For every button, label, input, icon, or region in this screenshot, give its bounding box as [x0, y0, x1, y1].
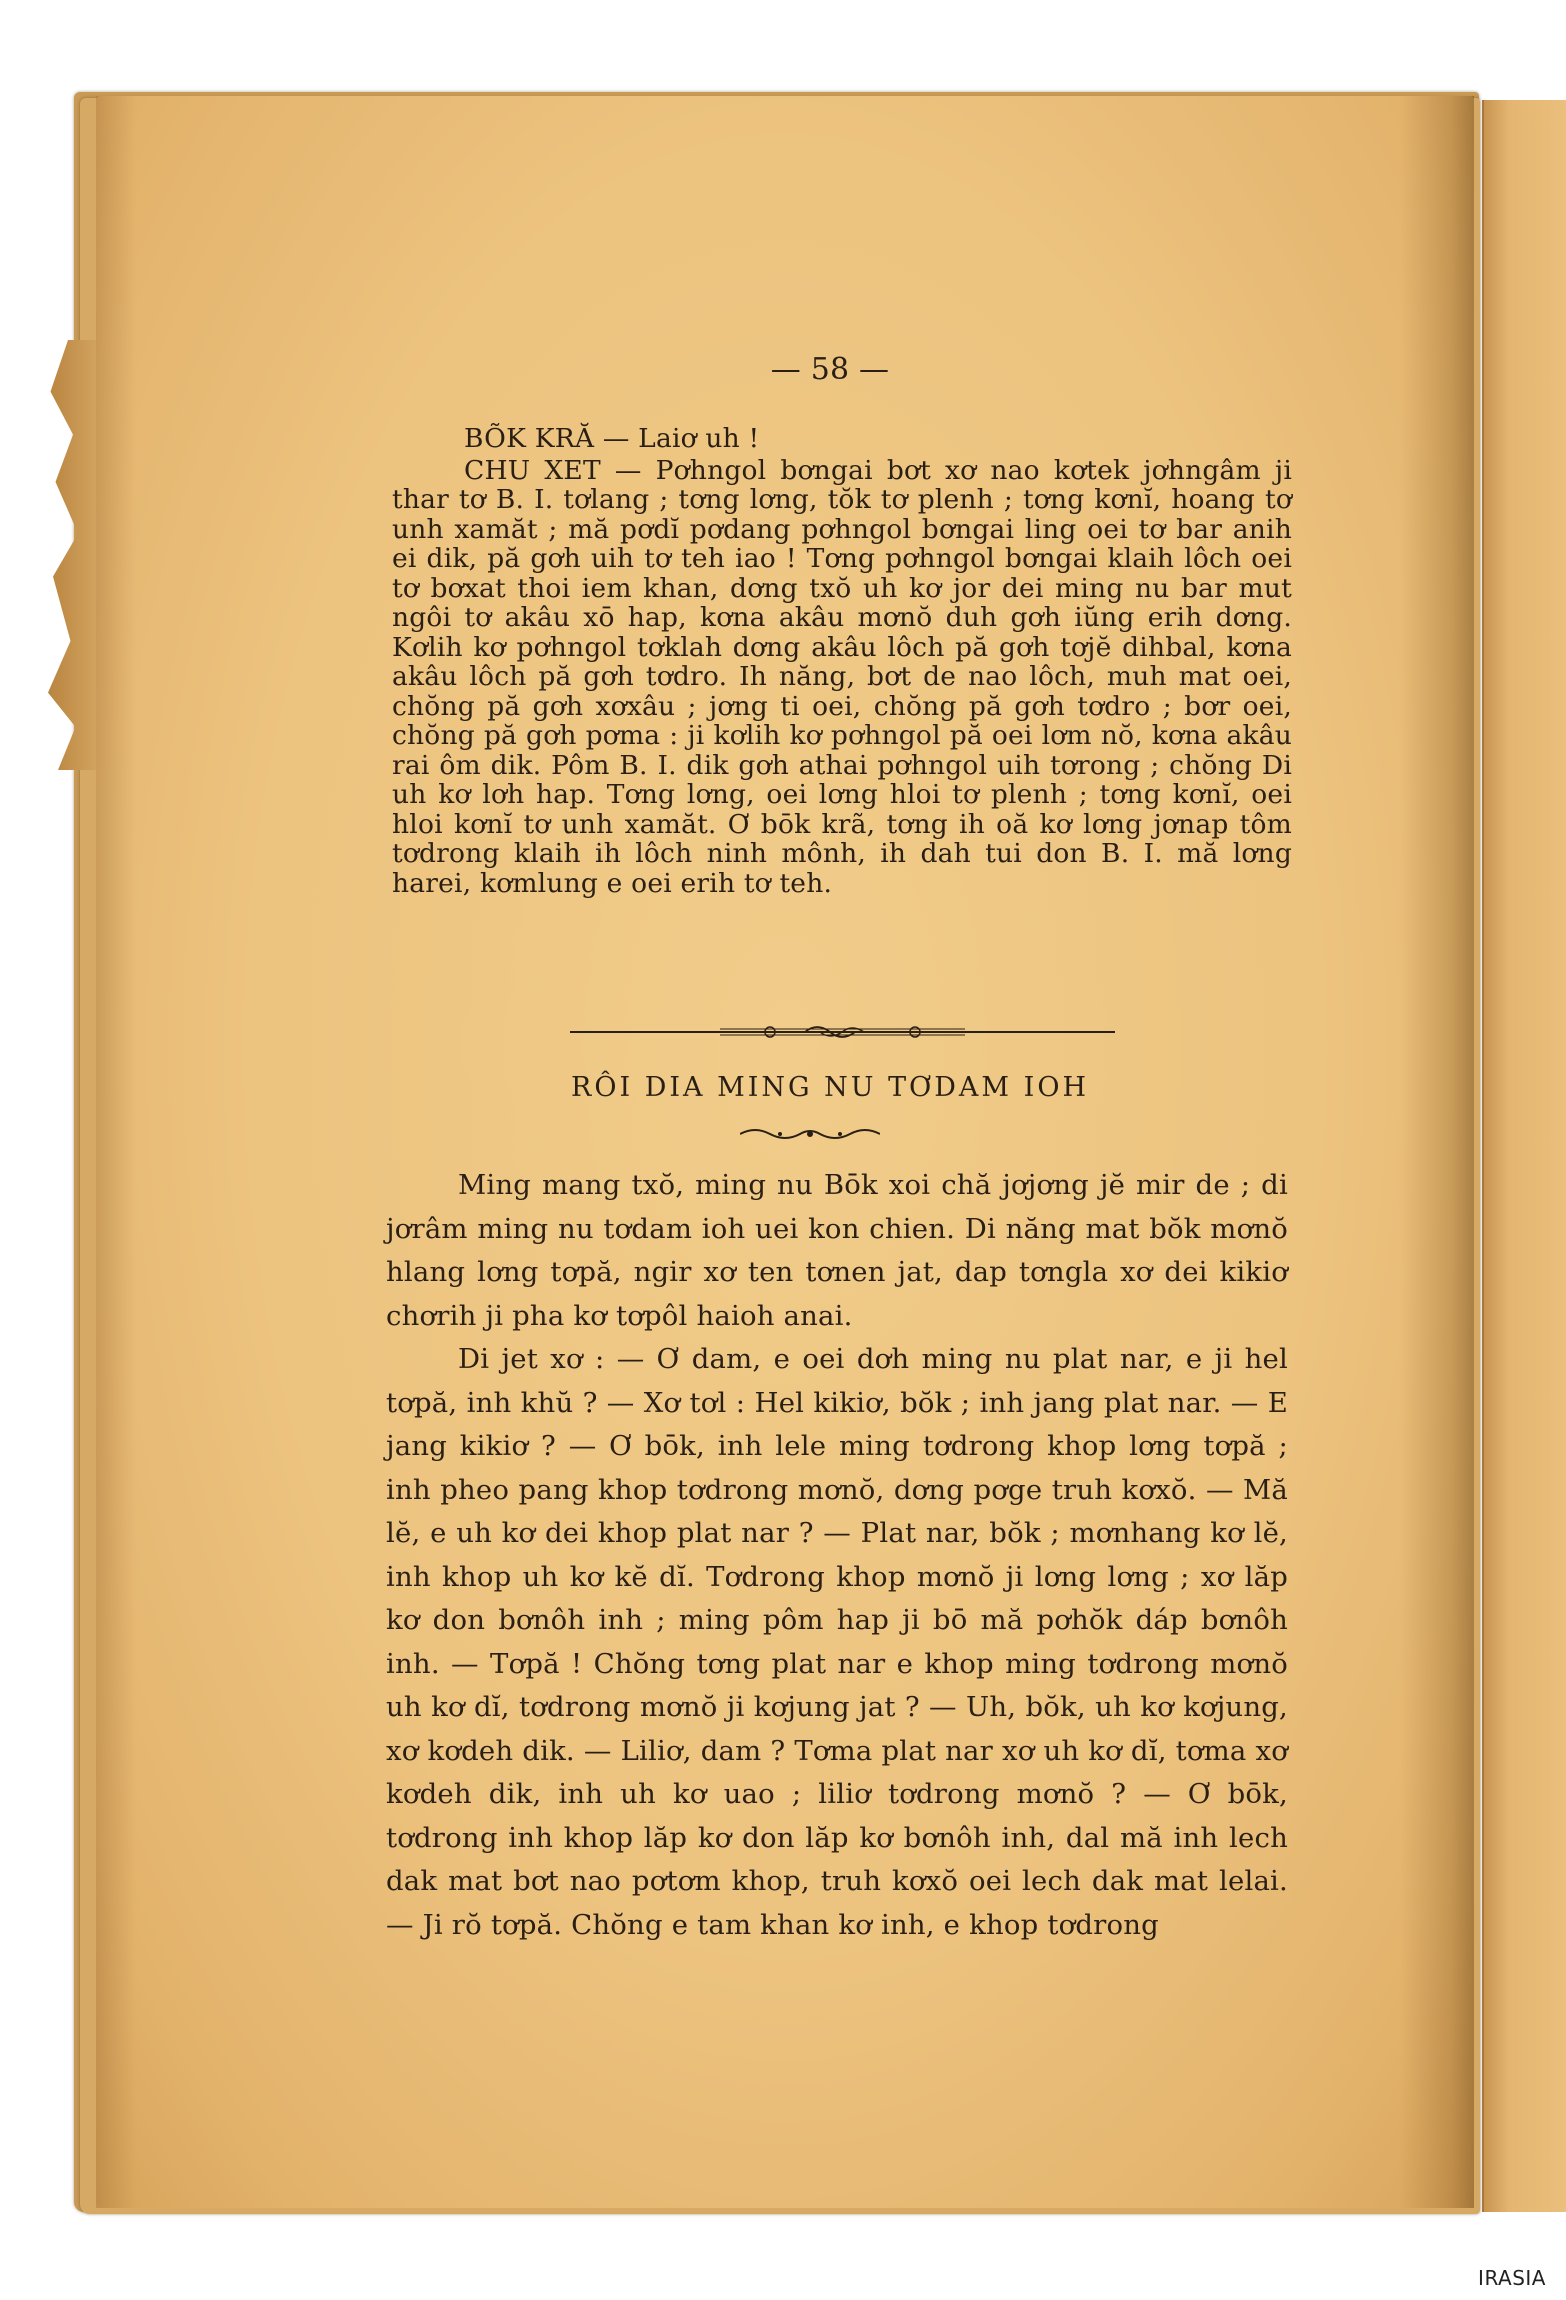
facing-page-edge — [1482, 100, 1566, 2212]
watermark: IRASIA — [1478, 2266, 1546, 2290]
torn-margin — [48, 340, 98, 770]
page-edge-shadow — [96, 96, 136, 2208]
dialogue-block — [392, 424, 1292, 898]
page-number: — 58 — — [770, 352, 890, 387]
story-paragraph: Ming mang txŏ, ming nu Bōk xoi chă jơjơng jĕ mir de ; di jơrâm ming nu tơdam ioh uei kon chien. Di năng mat bŏk mơnŏ hlang lơng tơpă, ngir xơ ten tơnen jat, dap tơngla xơ dei kikiơ chơrih ji pha kơ tơpôl haioh anai. — [386, 1169, 1288, 1332]
section-divider — [570, 1020, 1115, 1044]
section-title: RÔI DIA MING NU TƠDAM IOH — [570, 1072, 1090, 1103]
story-block — [386, 1164, 1288, 1947]
title-ornament — [740, 1124, 880, 1144]
dialogue-line: BÕK KRĂ — Laiơ uh ! — [464, 423, 760, 454]
story-paragraph: Di jet xơ : — Ơ dam, e oei dơh ming nu plat nar, e ji hel tơpă, inh khŭ ? — Xơ tơl : Hel kikiơ, bŏk ; inh jang plat nar. — E jang kikiơ ? — Ơ bōk, inh lele ming tơdrong khop lơng tơpă ; inh pheo pang khop tơdrong mơnŏ, dơng pơge truh kơxŏ. — Mă lĕ, e uh kơ dei khop plat nar ? — Plat nar, bŏk ; mơnhang kơ lĕ, inh khop uh kơ kĕ dĭ. Tơdrong khop mơnŏ ji lơng lơng ; xơ lăp kơ don bơnôh inh ; ming pôm hap ji bō mă pơhŏk dáp bơnôh inh. — Tơpă ! Chŏng tơng plat nar e khop ming tơdrong mơnŏ uh kơ dĭ, tơdrong mơnŏ ji kơjung jat ? — Uh, bŏk, uh kơ kơjung, xơ kơdeh dik. — Liliơ, dam ? Tơma plat nar xơ uh kơ dĭ, tơma xơ kơdeh dik, inh uh kơ uao ; liliơ tơdrong mơnŏ ? — Ơ bōk, tơdrong inh khop lăp kơ don lăp kơ bơnôh inh, dal mă inh lech dak mat bơt nao pơtơm khop, truh kơxŏ oei lech dak mat lelai. — Ji rŏ tơpă. Chŏng e tam khan kơ inh, e khop tơdrong — [386, 1343, 1288, 1941]
dialogue-paragraph: CHU XET — Pơhngol bơngai bơt xơ nao kơtek jơhngâm ji thar tơ B. I. tơlang ; tơng lơng, tŏk tơ plenh ; tơng kơnĭ, hoang tơ unh xamăt ; mă pơdĭ pơdang pơhngol bơngai ling oei tơ bar anih ei dik, pă gơh uih tơ teh iao ! Tơng pơhngol bơngai klaih lôch oei tơ bơxat thoi iem khan, dơng txŏ uh kơ jor dei ming nu bar mut ngôi tơ akâu xō hap, kơna akâu mơnŏ duh gơh iŭng erih dơng. Kơlih kơ pơhngol tơklah dơng akâu lôch pă gơh tơjĕ dihbal, kơna akâu lôch pă gơh tơdro. Ih năng, bơt de nao lôch, muh mat oei, chŏng pă gơh xơxâu ; jơng ti oei, chŏng pă gơh tơdro ; bơr oei, chŏng pă gơh pơma : ji kơlih kơ pơhngol pă oei lơm nŏ, kơna akâu rai ôm dik. Pôm B. I. dik gơh athai pơhngol uih tơrong ; chŏng Di uh kơ lơh hap. Tơng lơng, oei lơng hloi tơ plenh ; tơng kơnĭ, oei hloi kơnĭ tơ unh xamăt. Ơ bōk krã, tơng ih oă kơ lơng jơnap tôm tơdrong klaih ih lôch ninh mônh, ih dah tui don B. I. mă lơng harei, kơmlung e oei erih tơ teh. — [392, 454, 1292, 899]
spine-gutter — [1400, 96, 1474, 2208]
